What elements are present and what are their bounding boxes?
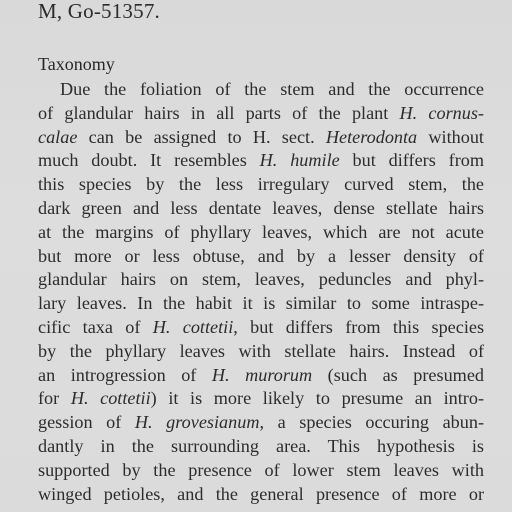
text-segment: , but differs from this species: [233, 316, 485, 337]
text-segment: (such as presumed: [312, 364, 484, 385]
text-line: [38, 387, 484, 411]
italic-taxon-name: H. cornus-: [399, 102, 484, 123]
text-segment: but more or less obtuse, and by a lesser density of: [38, 245, 484, 266]
text-line: [38, 102, 484, 126]
text-line: [38, 221, 484, 245]
italic-taxon-name: H. cottetii: [70, 388, 151, 409]
text-line: [38, 364, 484, 388]
text-segment: dark green and less dentate leaves, dense stellate hairs: [38, 197, 484, 218]
italic-taxon-name: H. humile: [259, 150, 340, 171]
text-line: [38, 411, 484, 435]
italic-taxon-name: Heterodonta: [325, 126, 418, 147]
text-segment: cific taxa of: [38, 316, 153, 337]
text-segment: for: [38, 388, 71, 409]
text-line: [38, 78, 484, 102]
text-segment: supported by the presence of lower stem leaves with: [38, 459, 484, 480]
text-segment: Due the foliation of the stem and the occurrence: [60, 79, 484, 99]
text-segment: without: [417, 126, 484, 147]
text-segment: at the margins of phyllary leaves, which are not acute: [38, 221, 484, 242]
text-segment: ) it is more likely to presume an intro-: [150, 388, 484, 409]
text-line: [38, 245, 484, 269]
text-line: [38, 173, 484, 197]
text-segment: but differs from: [339, 150, 485, 171]
text-segment: glandular hairs on stem, leaves, peduncles and phyl-: [38, 269, 484, 290]
text-segment: much doubt. It resembles: [38, 150, 260, 171]
text-line: [38, 316, 484, 340]
text-segment: winged petioles, and the general presence of more or: [38, 483, 484, 504]
text-line: [38, 435, 484, 459]
text-segment: lary leaves. In the habit it is similar to some intraspe-: [38, 293, 484, 314]
italic-taxon-name: calae: [38, 126, 78, 147]
taxonomy-paragraph: [38, 78, 484, 506]
text-segment: can be assigned to H. sect.: [77, 126, 326, 147]
text-line: [38, 149, 484, 173]
text-line: [38, 197, 484, 221]
text-segment: an introgression of: [38, 364, 212, 385]
text-segment: this species by the less irregulary curved stem, the: [38, 174, 484, 195]
text-segment: gession of: [38, 412, 135, 433]
italic-taxon-name: H. grovesianum: [134, 412, 260, 433]
specimen-reference: M, Go-51357.: [38, 0, 160, 23]
text-line: [38, 126, 484, 150]
section-heading: Taxonomy: [38, 54, 115, 74]
text-segment: , a species occuring abun-: [259, 412, 485, 433]
italic-taxon-name: H. cottetii: [152, 316, 234, 337]
text-segment: by the phyllary leaves with stellate hairs. Instead of: [38, 340, 484, 361]
text-segment: dantly in the surrounding area. This hypothesis is: [38, 435, 484, 456]
text-line: [38, 483, 484, 507]
text-line: [38, 292, 484, 316]
text-line: [38, 268, 484, 292]
italic-taxon-name: H. murorum: [211, 364, 313, 385]
text-line: [38, 459, 484, 483]
text-line: [38, 340, 484, 364]
text-segment: of glandular hairs in all parts of the plant: [38, 102, 400, 123]
